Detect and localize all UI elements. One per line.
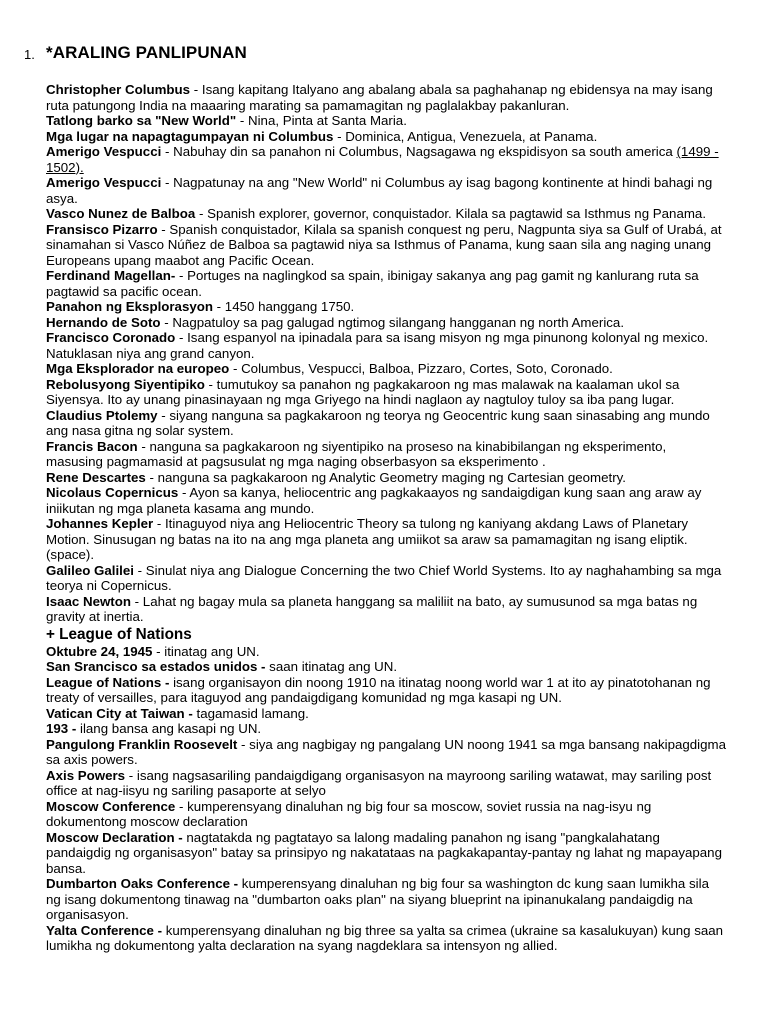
entry-text: - Sinulat niya ang Dialogue Concerning the two Chief World Systems. Ito ay naghahambing sa mga teorya ni Copernicus. — [46, 562, 722, 593]
entry-text: isang organisayon din noong 1910 na itinatag noong world war 1 at ito ay pinatotohanan ng treaty of versailles, para itaguyod ang pandaigdigang komunidad ng mga kasapi ng UN. — [46, 674, 711, 705]
entry-text: - 1450 hanggang 1750. — [212, 299, 355, 314]
entry — [46, 768, 726, 799]
entry-text: - Nagpatuloy sa pag galugad ngtimog silangang hangganan ng north America. — [160, 314, 625, 330]
entry-text: - Dominica, Antigua, Venezuela, at Panama. — [333, 128, 598, 144]
entry-term: Pangulong Franklin Roosevelt — [46, 736, 238, 752]
entry-text: - Lahat ng bagay mula sa planeta hanggang sa maliliit na bato, ay sumusunod sa mga batas ng gravity at inertia. — [46, 593, 698, 624]
entry — [46, 876, 726, 923]
entry-term: Francisco Coronado — [46, 330, 176, 345]
entry-text: ilang bansa ang kasapi ng UN. — [76, 721, 262, 736]
entry-text: - Nabuhay din sa panahon ni Columbus, Nagsagawa ng ekspidisyon sa south america — [161, 144, 677, 159]
section-entry-list — [46, 644, 726, 954]
entry — [46, 144, 726, 175]
entry-term: Amerigo Vespucci — [46, 144, 162, 159]
entry-term: Claudius Ptolemy — [46, 407, 158, 423]
entry-term: Axis Powers — [46, 767, 126, 783]
entry-text: saan itinatag ang UN. — [265, 659, 398, 674]
entry-text: - nanguna sa pagkakaroon ng Analytic Geometry maging ng Cartesian geometry. — [145, 469, 626, 485]
entry-text: - kumperensyang dinaluhan ng big four sa moscow, soviet russia na nag-isyu ng dokumentong moscow declaration — [46, 798, 652, 829]
entry-term: Vasco Nunez de Balboa — [46, 206, 196, 221]
entry — [46, 206, 726, 222]
entry — [46, 82, 726, 113]
entry-text: - Nina, Pinta at Santa Maria. — [236, 113, 407, 128]
entry — [46, 830, 726, 877]
entry-term: Tatlong barko sa "New World" — [46, 113, 237, 128]
entry-text: - Spanish explorer, governor, conquistador. Kilala sa pagtawid sa Isthmus ng Panama. — [195, 206, 707, 221]
entry — [46, 706, 726, 722]
entry — [46, 675, 726, 706]
entry-text: - Isang espanyol na ipinadala para sa isang misyon ng mga pinunong kolonyal ng mexico. Natuklasan niya ang grand canyon. — [46, 330, 709, 361]
entry-text: tagamasid lamang. — [192, 705, 309, 721]
entry-term: Dumbarton Oaks Conference - — [46, 876, 239, 891]
entry-text: - Spanish conquistador, Kilala sa spanish conquest ng peru, Nagpunta siya sa Gulf of Urabá, at sinamahan si Vasco Núñez de Balboa sa pagtawid niya sa Isthmus of Panama, kung saan sila ang naging unang Europeans upang maabot ang Pacific Ocean. — [46, 221, 722, 268]
entry-term: Panahon ng Eksplorasyon — [46, 299, 213, 314]
entry-term: Rebolusyong Siyentipiko — [46, 376, 205, 392]
entry-term: Oktubre 24, 1945 — [46, 643, 153, 659]
entry — [46, 299, 726, 315]
entry-text: - itinatag ang UN. — [152, 643, 260, 659]
entry-text: kumperensyang dinaluhan ng big four sa washington dc kung saan lumikha sila ng isang dokumentong tinawag na "dumbarton oaks plan" na siyang blueprint na ipinanukalang pandaigdig na organisasyon. — [46, 876, 709, 922]
entry — [46, 113, 726, 129]
entry — [46, 721, 726, 737]
entry-underlined-text: (1499 - 1502). — [46, 144, 719, 175]
entry-term: Francis Bacon — [46, 438, 138, 454]
entry-term: League of Nations - — [46, 674, 170, 690]
entry-term: Mga Eksplorador na europeo — [46, 361, 230, 376]
entry — [46, 439, 726, 470]
entry — [46, 923, 726, 954]
entry-term: Amerigo Vespucci — [46, 175, 162, 190]
entry — [46, 485, 726, 516]
entry-text: nagtatakda ng pagtatayo sa lalong madaling panahon ng isang "pangkalahatang pandaigdig ng organisasyon" batay sa prinsipyo ng nakatataas na pagkakapantay-pantay ng lahat ng mapayapang bansa. — [46, 829, 722, 876]
entry-text: - Nagpatunay na ang "New World" ni Columbus ay isag bagong kontinente at hindi bahagi ng asya. — [46, 175, 713, 206]
entry — [46, 594, 726, 625]
entry-list — [46, 82, 726, 625]
entry — [46, 129, 726, 145]
section-heading: + League of Nations — [46, 625, 192, 643]
entry-text: - Isang kapitang Italyano ang abalang abala sa paghahanap ng ebidensya na may isang ruta patungong India na maaaring marating sa pamamagitan ng paglalakbay pakanluran. — [46, 82, 713, 113]
entry-text: - tumutukoy sa panahon ng pagkakaroon ng mas malawak na kaalaman ukol sa Siyensya. Ito ay unang pinasinayaan ng mga Griyego na hindi naglaon ay nagtuloy tuloy sa iba pang lugar. — [46, 376, 680, 407]
entry-term: Ferdinand Magellan- — [46, 268, 176, 283]
entry — [46, 563, 726, 594]
entry-term: Nicolaus Copernicus — [46, 485, 179, 500]
entry — [46, 516, 726, 563]
entry — [46, 377, 726, 408]
entry-term: Moscow Conference — [46, 798, 176, 814]
entry — [46, 361, 726, 377]
entry-term: Moscow Declaration - — [46, 829, 183, 845]
document-title: *ARALING PANLIPUNAN — [46, 43, 247, 62]
entry-text: - isang nagsasariling pandaigdigang organisasyon na mayroong sariling watawat, may sariling post office at nag-iisyu ng sariling pasaporte at selyo — [46, 767, 712, 798]
entry-term: 193 - — [46, 721, 77, 736]
entry-term: Johannes Kepler — [46, 516, 154, 531]
entry — [46, 737, 726, 768]
entry-text: - Itinaguyod niya ang Heliocentric Theory sa tulong ng kaniyang akdang Laws of Planetary Motion. Sinusugan ng batas na ito na ang mga planeta ang umiikot sa araw sa pamamagitan ng isang eliptik.(space). — [46, 516, 689, 562]
entry — [46, 330, 726, 361]
entry-term: Vatican City at Taiwan - — [46, 705, 193, 721]
entry-term: Rene Descartes — [46, 469, 146, 485]
entry-term: Galileo Galilei — [46, 562, 134, 578]
entry-text: kumperensyang dinaluhan ng big three sa yalta sa crimea (ukraine sa kasalukuyan) kung saan lumikha ng dokumentong yalta declaration na syang nagdeklara sa intensyon ng allied. — [46, 922, 724, 953]
entry — [46, 470, 726, 486]
entry — [46, 659, 726, 675]
entry-term: Yalta Conference - — [46, 922, 163, 938]
entry-text: - Ayon sa kanya, heliocentric ang pagkakaayos ng sandaigdigan kung saan ang araw ay iniikutan ng mga planeta kasama ang mundo. — [46, 485, 702, 516]
entry — [46, 408, 726, 439]
entry — [46, 175, 726, 206]
document-body — [46, 82, 726, 954]
entry-term: Isaac Newton — [46, 593, 131, 609]
entry-text: - siya ang nagbigay ng pangalang UN noong 1941 sa mga bansang nakipagdigma sa axis powers. — [46, 736, 727, 767]
entry — [46, 799, 726, 830]
entry — [46, 644, 726, 660]
entry-text: - Columbus, Vespucci, Balboa, Pizzaro, Cortes, Soto, Coronado. — [229, 361, 613, 376]
list-number: 1. — [24, 47, 35, 62]
entry-text: - siyang nanguna sa pagkakaroon ng teorya ng Geocentric kung saan sinasabing ang mundo ang nasa gitna ng solar system. — [46, 407, 710, 438]
entry — [46, 222, 726, 269]
entry-term: Fransisco Pizarro — [46, 221, 158, 237]
entry-term: Hernando de Soto — [46, 314, 161, 330]
entry-term: San Srancisco sa estados unidos - — [46, 659, 266, 674]
entry-term: Mga lugar na napagtagumpayan ni Columbus — [46, 128, 334, 144]
entry — [46, 315, 726, 331]
entry-term: Christopher Columbus — [46, 82, 191, 97]
entry-text: - Portuges na naglingkod sa spain, ibinigay sakanya ang pag gamit ng kanlurang ruta sa pagtawid sa pacific ocean. — [46, 268, 699, 299]
entry-text: - nanguna sa pagkakaroon ng siyentipiko na proseso na kinabibilangan ng eksperimento, masusing pagmamasid at pagsusulat ng mga naging obserbasyon sa eksperimento . — [46, 438, 667, 469]
entry — [46, 268, 726, 299]
